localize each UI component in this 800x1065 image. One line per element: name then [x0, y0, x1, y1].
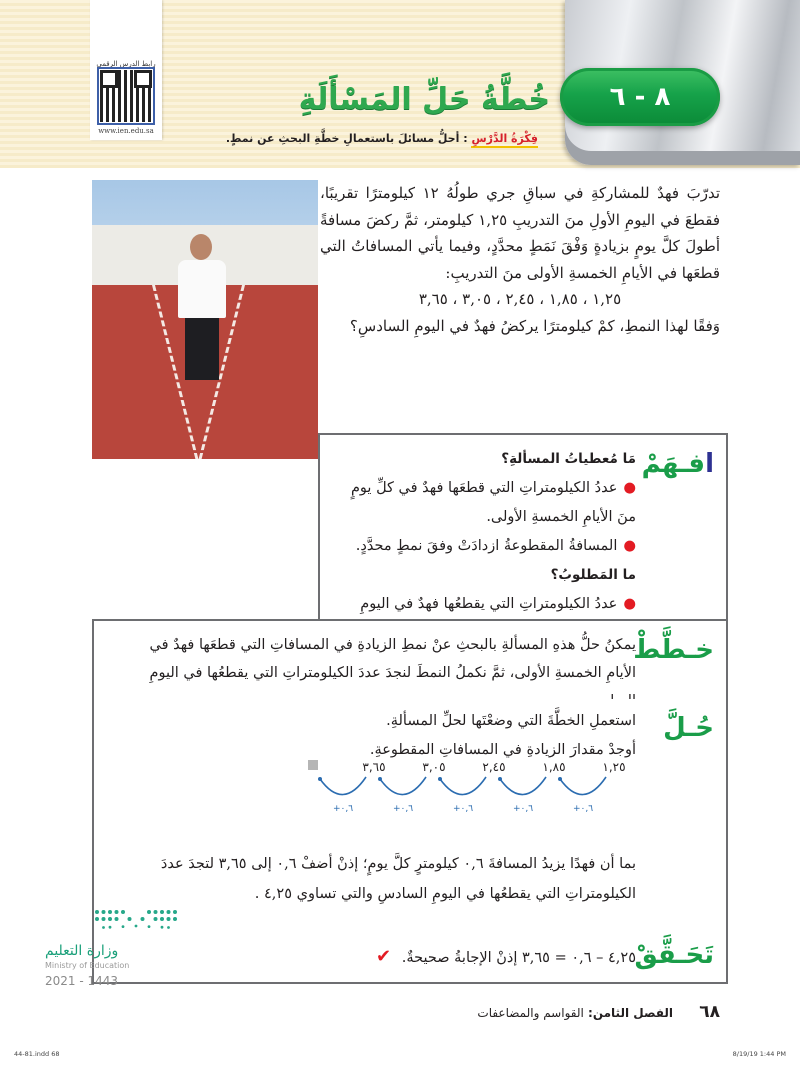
plan-label-a: خـ [686, 635, 714, 665]
logo-dot [141, 917, 145, 921]
increment-arc [320, 777, 366, 795]
required-text: عددُ الكيلومتراتِ التي يقطعُها فهدٌ في اليومِ [360, 596, 618, 612]
given-item [336, 474, 636, 532]
solve-label-a: حُـ [686, 713, 714, 743]
understand-label-b: فـهَمْ [641, 449, 706, 479]
logo-dot [108, 917, 112, 921]
logo-dot [167, 917, 171, 921]
solve-label-b: لَّ [663, 713, 687, 743]
solve-line-2: أوجدْ مقدارَ الزيادةِ في المسافاتِ المقطوعةِ. [369, 742, 636, 758]
arc-arrowhead-icon [498, 777, 502, 781]
section-understand [318, 433, 728, 623]
chapter-title: القواسم والمضاعفات [477, 1006, 584, 1020]
givens-question: مَا مُعطياتُ المسألةِ؟ [501, 451, 636, 467]
check-line [376, 942, 636, 973]
bullet-icon: ● [623, 480, 636, 496]
section-plan [92, 619, 728, 703]
given-item [336, 532, 636, 561]
increment-label: +٠,٦ [392, 804, 414, 814]
increment-label: +٠,٦ [512, 804, 534, 814]
logo-dot [154, 917, 158, 921]
plan-label [633, 635, 714, 665]
qr-code-icon[interactable] [100, 70, 152, 122]
logo-dot [102, 926, 105, 929]
problem-statement [320, 180, 720, 339]
given-text: عددُ الكيلومتراتِ التي قطعَها فهدٌ في كلِّ يومٍ منَ الأيامِ الخمسةِ الأولى. [350, 480, 636, 525]
increment-arc [500, 777, 546, 795]
chapter-label: الفصل الثامن: [588, 1006, 674, 1020]
increment-label: +٠,٦ [332, 804, 354, 814]
sequence-value: ٣,٠٥ [422, 760, 446, 774]
section-solve [92, 699, 728, 934]
ministry-arabic: وزارة التعليم [45, 943, 119, 959]
sequence-value: ١,٢٥ [602, 760, 626, 774]
understand-label [642, 449, 714, 479]
ministry-year: 2021 - 1443 [45, 974, 119, 988]
logo-dot [109, 926, 112, 929]
logo-dot [128, 917, 132, 921]
check-label-b: قَّقْ [634, 940, 677, 970]
arc-arrowhead-icon [558, 777, 562, 781]
logo-dot [102, 917, 106, 921]
logo-dot [167, 926, 170, 929]
runner-head [190, 234, 212, 260]
arc-arrowhead-icon [438, 777, 442, 781]
lesson-idea-label: فِكْرَةُ الدَّرْسِ [471, 132, 538, 148]
distance-list: ١,٢٥ ، ١,٨٥ ، ٢,٤٥ ، ٣,٠٥ ، ٣,٦٥ [418, 290, 622, 308]
logo-dot [160, 917, 164, 921]
increment-arc [560, 777, 606, 795]
runner-shirt [178, 260, 226, 318]
problem-question: وَفقًا لهذا النمطِ، كمْ كيلومترًا يركضُ فهدٌ في اليومِ السادسِ؟ [349, 316, 720, 335]
sequence-value: ٢,٤٥ [482, 760, 506, 774]
problem-paragraph: تدرّبَ فهدٌ للمشاركةِ في سباقِ جري طولُهُ ١٢ كيلومترًا تقريبًا، فقطعَ في اليومِ الأولِ منَ التدريبِ ١,٢٥ كيلومتر، ثمَّ ركضَ مسافةً أطولَ كلَّ يومٍ بزيادةٍ وَفْقَ نَمَطٍ محدَّدٍ، وفيما يأتي المسافاتُ التي قطعَها في الأيامِ الخمسةِ الأولى منَ التدريبِ: [320, 184, 720, 282]
logo-dot [161, 926, 164, 929]
plan-label-b: طَّطْ [633, 635, 687, 665]
slug-date: 8/19/19 1:44 PM [732, 1050, 786, 1058]
logo-dot [154, 910, 158, 914]
understand-content [336, 445, 636, 648]
logo-dot [147, 910, 151, 914]
page-title: خُطَّةُ حَلِّ المَسْأَلَةِ [298, 82, 550, 117]
logo-dot [160, 910, 164, 914]
increment-diagram [294, 759, 634, 839]
unknown-value-box [308, 760, 318, 770]
given-text: المسافةُ المقطوعةُ ازدادَتْ وفقَ نمطٍ محدَّدٍ. [355, 538, 618, 554]
logo-dot [135, 925, 138, 928]
solve-label [663, 713, 714, 743]
check-text: ٤,٢٥ – ٠,٦ = ٣,٦٥ إذنْ الإجابةُ صحيحةٌ. [401, 950, 636, 966]
logo-dot [95, 917, 99, 921]
logo-dot [102, 910, 106, 914]
qr-url[interactable]: www.ien.edu.sa [98, 127, 154, 135]
solve-conclusion: بما أن فهدًا يزيدُ المسافةَ ٠,٦ كيلومترٍ كلَّ يومٍ؛ إذنْ أضفْ ٠,٦ إلى ٣,٦٥ لتجدَ عددَ الكيلومتراتِ التي يقطعُها في اليومِ السادسِ والتي تساوي ٤,٢٥ . [160, 856, 636, 902]
logo-dot [115, 910, 119, 914]
logo-dot [148, 925, 151, 928]
logo-dot [122, 925, 125, 928]
ministry-logo-icon [93, 908, 181, 938]
logo-dot [95, 910, 99, 914]
ministry-english: Ministry of Education [45, 961, 130, 970]
check-label-a: تَحَـ [676, 940, 714, 970]
solve-line-1: استعملِ الخطَّةَ التي وضعْتَها لحلِّ المسألةِ. [386, 713, 636, 729]
qr-label: رابط الدرس الرقمي [96, 60, 156, 68]
check-mark-icon: ✔ [376, 946, 392, 967]
logo-dot [173, 910, 177, 914]
arc-arrowhead-icon [378, 777, 382, 781]
lesson-idea [226, 132, 538, 145]
logo-dot [173, 917, 177, 921]
increment-label: +٠,٦ [452, 804, 474, 814]
logo-dot [121, 910, 125, 914]
runner-photo [92, 180, 318, 459]
logo-dot [167, 910, 171, 914]
slug-file: 44-81.indd 68 [14, 1050, 60, 1058]
increment-arc [380, 777, 426, 795]
qr-card[interactable] [90, 0, 162, 140]
increment-arc [440, 777, 486, 795]
page-number: ٦٨ [699, 1002, 720, 1022]
page-footer [477, 1002, 720, 1022]
runner-pants [185, 318, 219, 380]
arc-arrowhead-icon [318, 777, 322, 781]
solve-intro [116, 707, 636, 765]
increment-label: +٠,٦ [572, 804, 594, 814]
logo-dot [115, 917, 119, 921]
understand-label-a: ا [705, 449, 714, 479]
sequence-value: ٣,٦٥ [362, 760, 386, 774]
sequence-value: ١,٨٥ [542, 760, 566, 774]
check-label [634, 940, 714, 970]
plan-text: يمكنُ حلُّ هذهِ المسألةِ بالبحثِ عنْ نمطِ الزيادةِ في المسافاتِ التي قطعَها فهدٌ في الأيامِ الخمسةِ الأولى، ثمَّ نكملُ النمطَ لنجدَ عددَ الكيلومتراتِ التي يقطعُها في اليومِ [149, 637, 636, 681]
logo-dot [108, 910, 112, 914]
lesson-idea-text: أحلُّ مسائلَ باستعمالِ خطَّةِ البحثِ عن نمطٍ. [225, 132, 460, 145]
bullet-icon: ● [623, 538, 636, 554]
lesson-number-badge [560, 68, 720, 126]
section-check [92, 932, 728, 984]
required-question: ما المَطلوبُ؟ [550, 567, 636, 583]
lesson-number: ٨ - ٦ [609, 82, 671, 112]
bullet-icon: ● [623, 596, 636, 612]
lesson-idea-sep: : [459, 132, 472, 145]
